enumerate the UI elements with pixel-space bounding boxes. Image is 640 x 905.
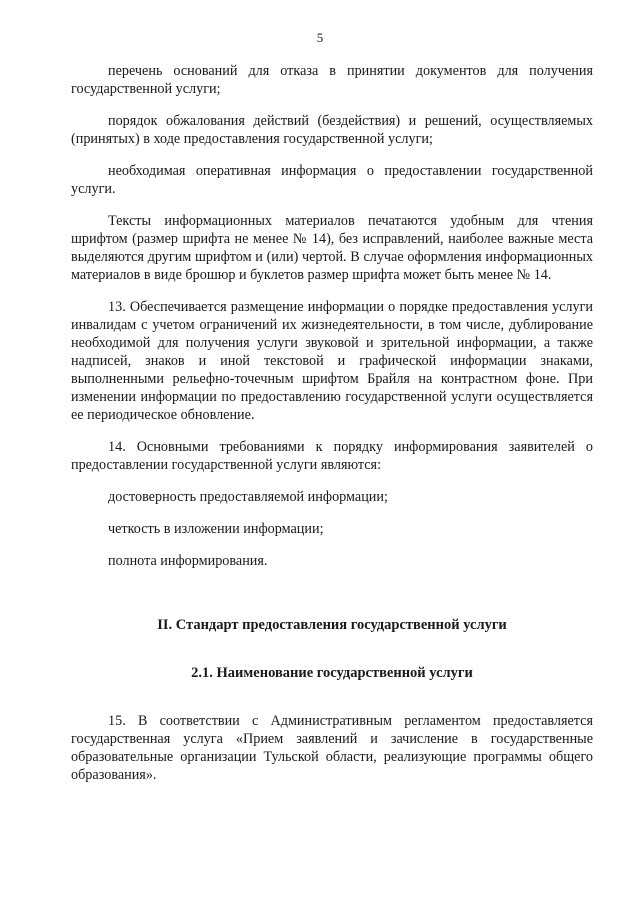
paragraph-appeal-procedure: порядок обжалования действий (бездействия) и решений, осуществляемых (принятых) в ходе предоставления государственной услуги; — [71, 113, 593, 147]
paragraph-font-requirements: Тексты информационных материалов печатаются удобным для чтения шрифтом (размер шрифта не менее № 14), без исправлений, наиболее важные места выделяются другим шрифтом и (или) чертой. В случае оформления информационных материалов в виде брошюр и буклетов размер шрифта может быть менее № 14. — [71, 213, 593, 283]
subsection-heading: 2.1. Наименование государственной услуги — [191, 665, 473, 681]
list-item-completeness: полнота информирования. — [108, 553, 268, 569]
paragraph-13-accessibility: 13. Обеспечивается размещение информации о порядке предоставления услуги инвалидам с учетом ограничений их жизнедеятельности, в том числе, дублирование необходимой для получения услуги звуковой и зрительной информации, а также надписей, знаков и иной текстовой и графической информации знаками, выполненными рельефно-точечным шрифтом Брайля на контрастном фоне. При изменении информации по предоставлению государственной услуги осуществляется ее периодическое обновление. — [71, 299, 593, 423]
list-item-reliability: достоверность предоставляемой информации; — [108, 489, 388, 505]
document-body — [71, 62, 593, 798]
paragraph-15-service-name: 15. В соответствии с Административным регламентом предоставляется государственная услуга «Прием заявлений и зачисление в государственные образовательные организации Тульской области, реализующие программы общего образования». — [71, 713, 593, 783]
paragraph-14-requirements: 14. Основными требованиями к порядку информирования заявителей о предоставлении государственной услуги являются: — [71, 439, 593, 473]
section-heading: II. Стандарт предоставления государственной услуги — [157, 617, 507, 633]
paragraph-operational-info: необходимая оперативная информация о предоставлении государственной услуги. — [71, 163, 593, 197]
paragraph-refusal-grounds: перечень оснований для отказа в принятии документов для получения государственной услуги; — [71, 63, 593, 97]
page-number: 5 — [316, 30, 324, 45]
list-item-clarity: четкость в изложении информации; — [108, 521, 324, 537]
